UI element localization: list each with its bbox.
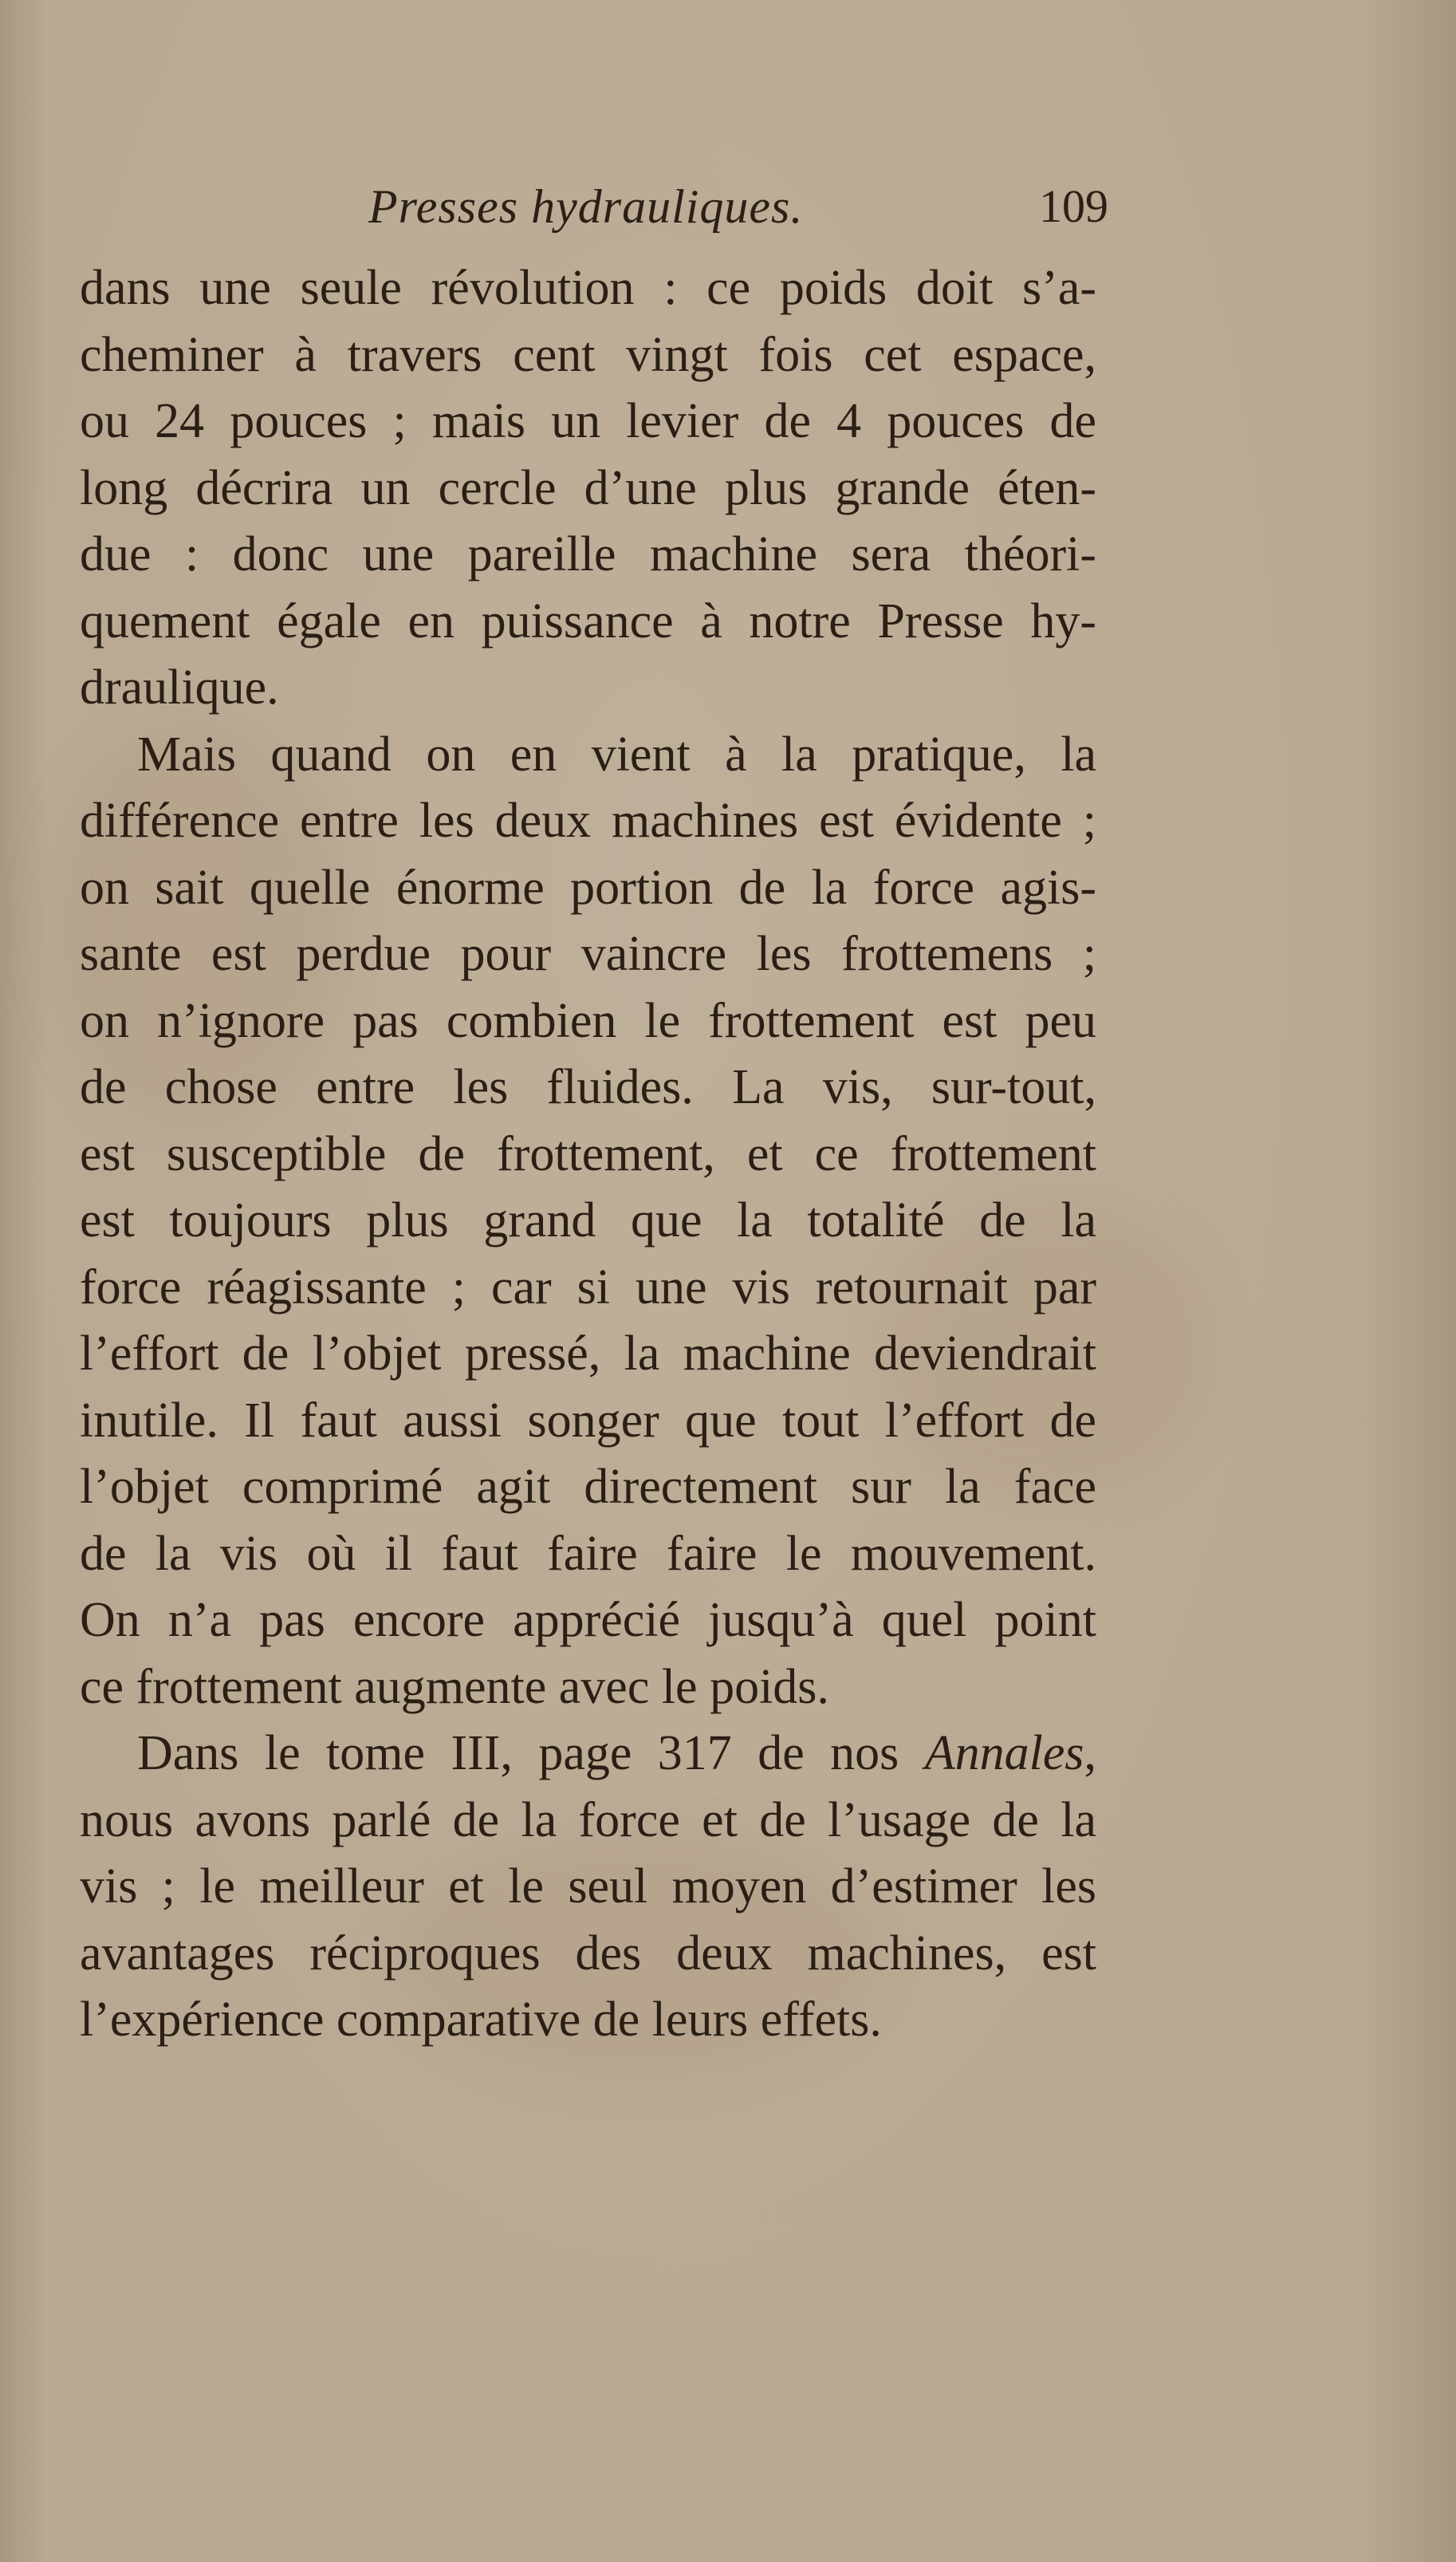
text-line: long décrira un cercle d’une plus grande éten- (80, 460, 1096, 515)
text-line: inutile. Il faut aussi songer que tout l’effort de (80, 1393, 1096, 1448)
text-line (80, 1720, 1096, 1787)
text-line: on n’ignore pas combien le frottement est peu (80, 993, 1096, 1048)
text-line: l’expérience comparative de leurs effets. (80, 1992, 882, 2047)
text-segment: Dans le tome III, page 317 de nos (137, 1726, 925, 1780)
text-segment: , (1084, 1726, 1096, 1780)
text-line: quement égale en puissance à notre Presse hy- (80, 593, 1096, 648)
body-text (80, 255, 1096, 2054)
text-line: cheminer à travers cent vingt fois cet espace, (80, 327, 1096, 382)
text-line: sante est perdue pour vaincre les frottemens ; (80, 927, 1096, 981)
text-line: Mais quand on en vient à la pratique, la (137, 727, 1096, 782)
text-line: ou 24 pouces ; mais un levier de 4 pouces de (80, 394, 1096, 448)
text-line: force réagissante ; car si une vis retournait par (80, 1259, 1096, 1315)
text-line: due : donc une pareille machine sera théori- (80, 527, 1096, 581)
text-line: l’effort de l’objet pressé, la machine deviendrait (80, 1326, 1096, 1381)
page-number: 109 (1039, 180, 1108, 232)
journal-title: Annales (924, 1726, 1084, 1780)
text-line: vis ; le meilleur et le seul moyen d’estimer les (80, 1859, 1096, 1914)
text-line: dans une seule révolution : ce poids doit s’a- (80, 261, 1096, 315)
text-line: est susceptible de frottement, et ce frottement (80, 1126, 1096, 1181)
text-line: de la vis où il faut faire faire le mouvement. (80, 1526, 1096, 1581)
page-header (343, 179, 1108, 251)
text-line: on sait quelle énorme portion de la force agis- (80, 860, 1096, 915)
running-title: Presses hydrauliques. (368, 180, 804, 233)
text-line: l’objet comprimé agit directement sur la face (80, 1460, 1096, 1514)
text-line: de chose entre les fluides. La vis, sur-tout, (80, 1060, 1096, 1114)
text-line: différence entre les deux machines est évidente ; (80, 794, 1096, 848)
text-line: avantages réciproques des deux machines, est (80, 1925, 1096, 1981)
text-line: nous avons parlé de la force et de l’usage de la (80, 1792, 1096, 1847)
text-line: ce frottement augmente avec le poids. (80, 1659, 829, 1714)
text-line: est toujours plus grand que la totalité de la (80, 1193, 1096, 1247)
text-line: draulique. (80, 660, 279, 715)
text-line: On n’a pas encore apprécié jusqu’à quel point (80, 1593, 1096, 1647)
